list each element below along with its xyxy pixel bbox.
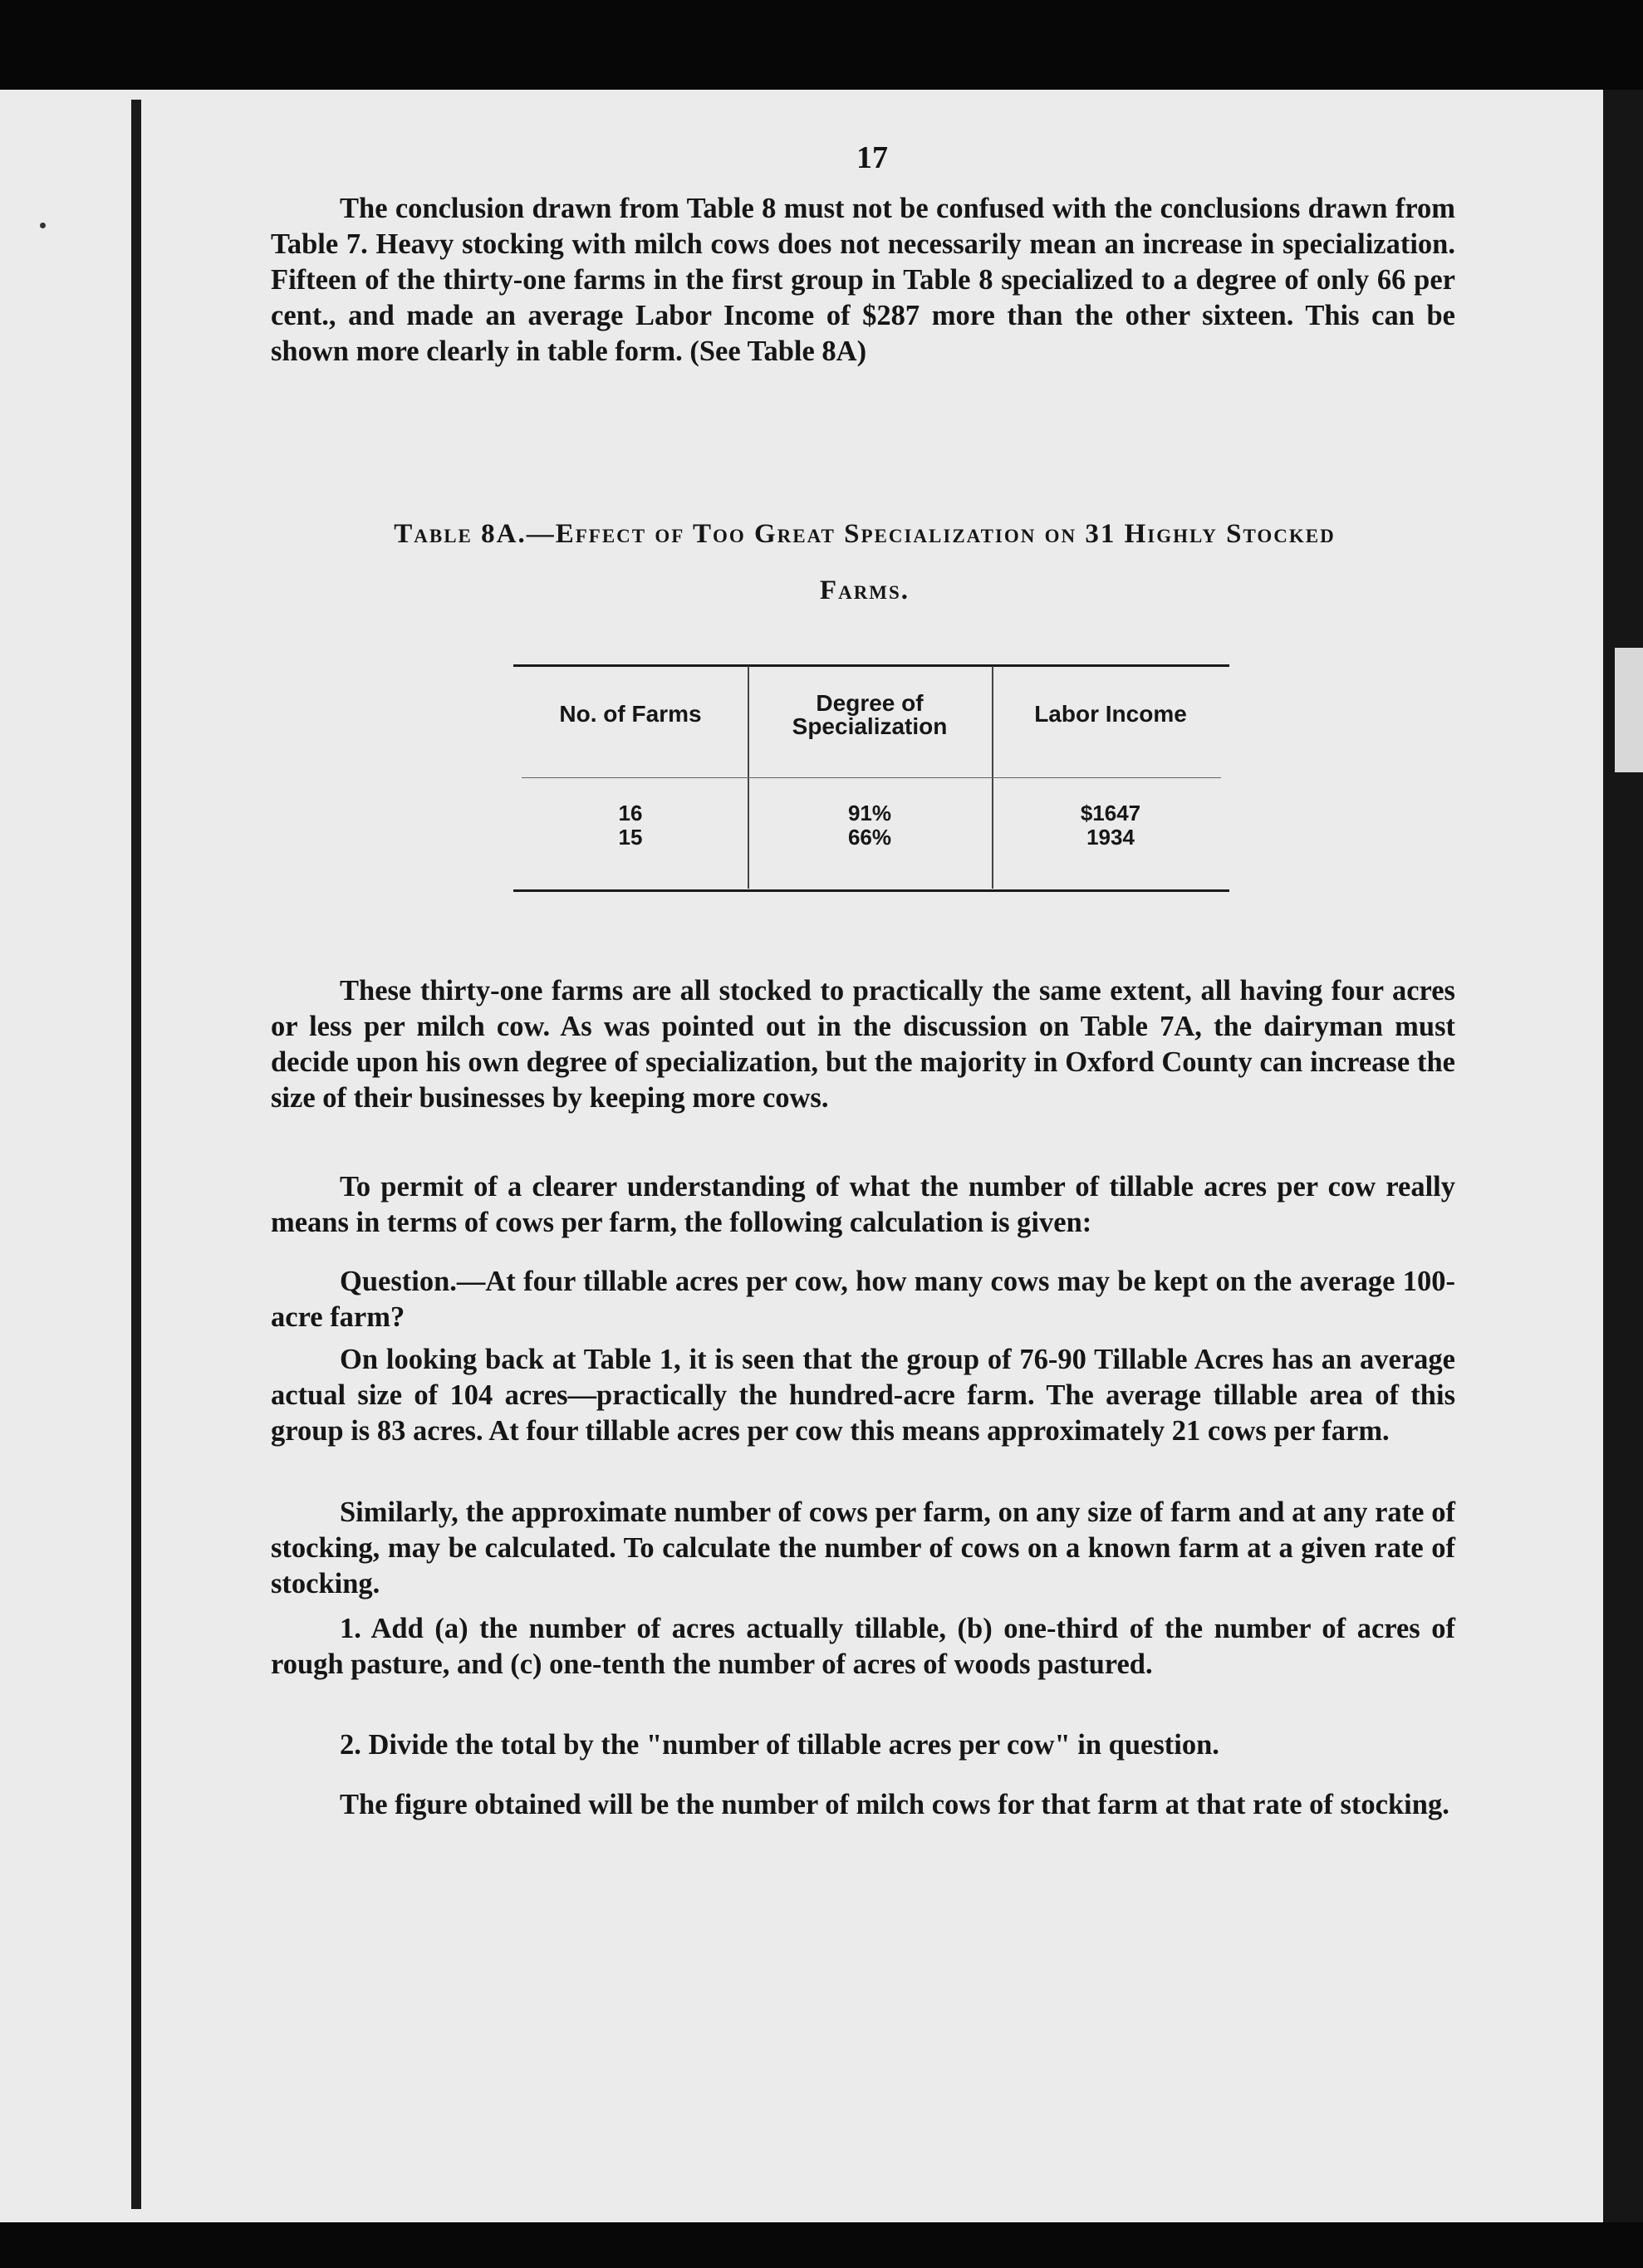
page-number: 17 — [856, 140, 888, 175]
table-bottom-rule — [513, 889, 1229, 892]
cell-farms-row2: 15 — [618, 825, 643, 850]
table-header-rule — [522, 777, 1221, 778]
cell-income-row1: $1647 — [1080, 801, 1141, 825]
header-no-of-farms: No. of Farms — [559, 701, 702, 727]
scan-speck — [40, 223, 46, 228]
scanner-bottom-border — [0, 2222, 1643, 2268]
paragraph-figure-obtained: The figure obtained will be the number of milch cows for that farm at that rate of stocking. — [340, 1789, 1449, 1820]
page-edge-tab — [1615, 648, 1643, 772]
header-degree-line2: Specialization — [792, 713, 948, 739]
paragraph-step-2: 2. Divide the total by the "number of tillable acres per cow" in question. — [340, 1729, 1219, 1761]
table-top-rule — [513, 664, 1229, 667]
binding-edge — [131, 100, 141, 2209]
table-8a — [513, 664, 1229, 897]
header-degree-line1: Degree of — [816, 690, 924, 716]
header-labor-income: Labor Income — [1034, 701, 1187, 727]
scanner-right-border — [1603, 90, 1643, 2222]
paragraph-clearer-understanding: To permit of a clearer understanding of what the number of tillable acres per cow really means in terms of cows per farm, the following calculation is given: — [271, 1171, 1455, 1238]
cell-farms-row1: 16 — [618, 801, 643, 825]
cell-degree-row2: 66% — [847, 825, 892, 850]
cell-income-row2: 1934 — [1086, 825, 1135, 850]
cell-degree-row1: 91% — [847, 801, 892, 825]
table-caption-continued: Farms. — [819, 576, 910, 605]
paragraph-similarly: Similarly, the approximate number of cows per farm, on any size of farm and at any rate of stocking, may be calculated. To calculate the number of cows on a known farm at a given rate of stocking. — [271, 1496, 1455, 1599]
paragraph-table1-lookup: On looking back at Table 1, it is seen that the group of 76-90 Tillable Acres has an average actual size of 104 acres—practically the hundred-acre farm. The average tillable area of this group is 83 acres. At four tillable acres per cow this means approximately 21 cows per farm. — [271, 1344, 1455, 1447]
document-page — [0, 90, 1603, 2222]
paragraph-step-1: 1. Add (a) the number of acres actually tillable, (b) one-third of the number of acres of rough pasture, and (c) one-tenth the number of acres of woods pastured. — [271, 1613, 1455, 1680]
paragraph-table8-conclusion: The conclusion drawn from Table 8 must not be confused with the conclusions drawn from Table 7. Heavy stocking with milch cows does not necessarily mean an increase in specialization. Fifteen of the thirty-one farms in the first group in Table 8 specialized to a degree of only 66 per cent., and made an average Labor Income of $287 more than the other sixteen. This can be shown more clearly in table form. (See Table 8A) — [271, 193, 1455, 367]
table-caption: Table 8A.—Effect of Too Great Specialization on 31 Highly Stocked — [394, 519, 1336, 549]
scanner-top-border — [0, 0, 1643, 91]
paragraph-question: Question.—At four tillable acres per cow, how many cows may be kept on the average 100-acre farm? — [271, 1266, 1455, 1333]
paragraph-highly-stocked: These thirty-one farms are all stocked to practically the same extent, all having four acres or less per milch cow. As was pointed out in the discussion on Table 7A, the dairyman must decide upon his own degree of specialization, but the majority in Oxford County can increase the size of their businesses by keeping more cows. — [271, 975, 1455, 1114]
